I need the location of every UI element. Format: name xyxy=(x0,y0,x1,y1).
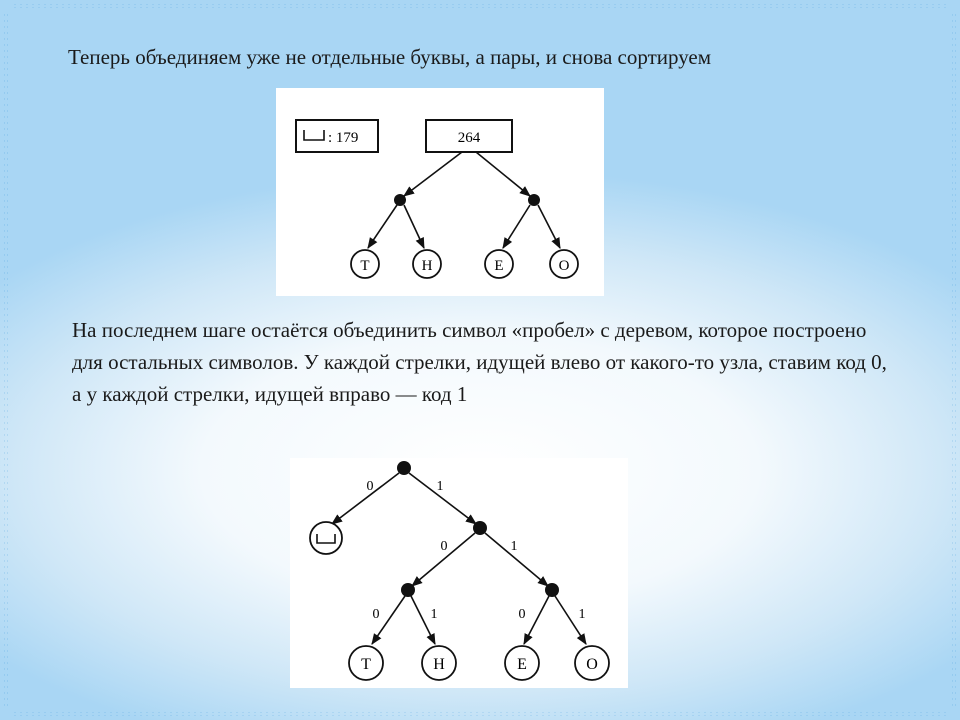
leaf-node-o xyxy=(550,250,578,278)
internal-node-right xyxy=(528,194,540,206)
leaf-node-t xyxy=(351,250,379,278)
internal-node-main xyxy=(473,521,487,535)
internal-node-right xyxy=(545,583,559,597)
svg-text:Т: Т xyxy=(361,656,371,673)
svg-text:О: О xyxy=(558,258,570,274)
code-label-0: 0 xyxy=(440,539,448,554)
svg-text:Н: Н xyxy=(433,656,445,673)
edge-root-right xyxy=(476,152,530,196)
edge-left-n xyxy=(404,205,424,248)
code-label-1: 1 xyxy=(430,607,438,622)
leaf-node-o xyxy=(575,646,609,680)
code-label-0: 0 xyxy=(366,479,374,494)
leaf-node-space xyxy=(310,522,342,554)
space-count-label: : 179 xyxy=(328,130,359,146)
code-label-1: 1 xyxy=(578,607,586,622)
root-node-box xyxy=(426,120,512,152)
svg-text:Т: Т xyxy=(360,258,370,274)
edge-root-space xyxy=(332,473,399,524)
code-label-1: 1 xyxy=(436,479,444,494)
svg-text:Н: Н xyxy=(421,258,433,274)
root-node xyxy=(397,461,411,475)
leaf-node-e xyxy=(485,250,513,278)
edge-right-o xyxy=(538,205,560,248)
edge-right-e xyxy=(524,596,549,644)
tree-diagram-pairs xyxy=(276,88,604,296)
edge-right-e xyxy=(503,205,530,248)
internal-node-left xyxy=(401,583,415,597)
leaf-node-e xyxy=(505,646,539,680)
space-node-box xyxy=(296,120,378,152)
edge-root-left xyxy=(404,152,462,196)
explanation-paragraph: На последнем шаге остаётся объединить символ «пробел» с деревом, которое построено для остальных символов. У каждой стрелки, идущей влево от какого-то узла, ставим код 0, а у каждой стрелки, идущей вправо — код 1 xyxy=(72,318,887,406)
code-label-0: 0 xyxy=(518,607,526,622)
leaf-node-t xyxy=(349,646,383,680)
slide-title: Теперь объединяем уже не отдельные буквы, а пары, и снова сортируем xyxy=(68,45,712,69)
code-label-1: 1 xyxy=(510,539,518,554)
root-value-label: 264 xyxy=(457,130,481,146)
internal-node-left xyxy=(394,194,406,206)
edge-left-t xyxy=(368,205,397,248)
tree-diagram-coded xyxy=(290,458,628,688)
leaf-node-n xyxy=(413,250,441,278)
svg-text:Е: Е xyxy=(494,258,504,274)
leaf-node-n xyxy=(422,646,456,680)
code-label-0: 0 xyxy=(372,607,380,622)
tree-svg-1 xyxy=(276,88,604,296)
tree-svg-2 xyxy=(290,458,628,688)
svg-text:О: О xyxy=(586,656,598,673)
svg-text:Е: Е xyxy=(517,656,527,673)
